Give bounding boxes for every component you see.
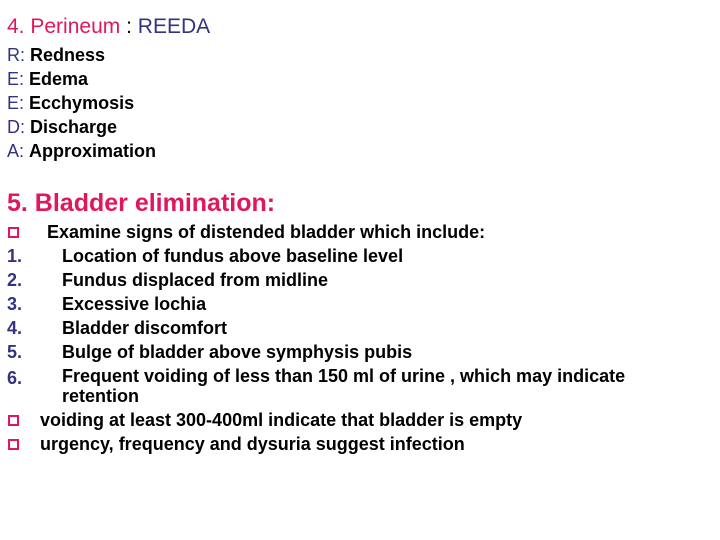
list-text: Fundus displaced from midline [62, 270, 329, 290]
reeda-key: E: [7, 93, 25, 113]
list-text: Bulge of bladder above symphysis pubis [62, 342, 413, 362]
square-bullet-icon [8, 439, 19, 450]
reeda-list [7, 43, 156, 163]
reeda-value: Redness [30, 45, 106, 65]
list-item [7, 316, 707, 340]
reeda-key: E: [7, 69, 25, 89]
reeda-value: Edema [29, 69, 89, 89]
list-marker: 3. [7, 294, 23, 314]
acronym: REEDA [137, 15, 211, 38]
list-item [7, 364, 707, 408]
reeda-value: Ecchymosis [29, 93, 135, 113]
list-marker: 5. [7, 342, 23, 362]
reeda-item [7, 43, 156, 67]
list-item [7, 268, 707, 292]
list-text: Excessive lochia [62, 294, 207, 314]
reeda-key: D: [7, 117, 25, 137]
section-5-heading: 5. Bladder elimination: [7, 189, 276, 217]
list-text: Bladder discomfort [62, 318, 228, 338]
note-item [7, 432, 707, 456]
list-marker: 2. [7, 270, 23, 290]
list-text: Location of fundus above baseline level [62, 246, 404, 266]
reeda-key: R: [7, 45, 25, 65]
reeda-value: Approximation [29, 141, 157, 161]
list-item [7, 292, 707, 316]
section-title: Perineum [30, 15, 121, 38]
intro-text: Examine signs of distended bladder which include: [47, 222, 486, 242]
reeda-value: Discharge [30, 117, 118, 137]
list-item [7, 244, 707, 268]
square-bullet-icon [8, 227, 19, 238]
reeda-key: A: [7, 141, 25, 161]
intro-item [7, 220, 707, 244]
reeda-item [7, 115, 156, 139]
list-item [7, 340, 707, 364]
reeda-item [7, 67, 156, 91]
note-text: voiding at least 300-400ml indicate that bladder is empty [40, 410, 523, 430]
list-text: Frequent voiding of less than 150 ml of urine , which may indicate retention [62, 366, 626, 406]
square-bullet-icon [8, 415, 19, 426]
section-number: 4. [7, 15, 25, 38]
list-marker: 6. [7, 368, 23, 388]
list-marker: 1. [7, 246, 23, 266]
list-marker: 4. [7, 318, 23, 338]
section-4-title [7, 15, 210, 39]
reeda-item [7, 91, 156, 115]
note-text: urgency, frequency and dysuria suggest infection [40, 434, 465, 454]
note-item [7, 408, 707, 432]
separator: : [126, 15, 132, 38]
bladder-list [7, 220, 707, 456]
reeda-item [7, 139, 156, 163]
